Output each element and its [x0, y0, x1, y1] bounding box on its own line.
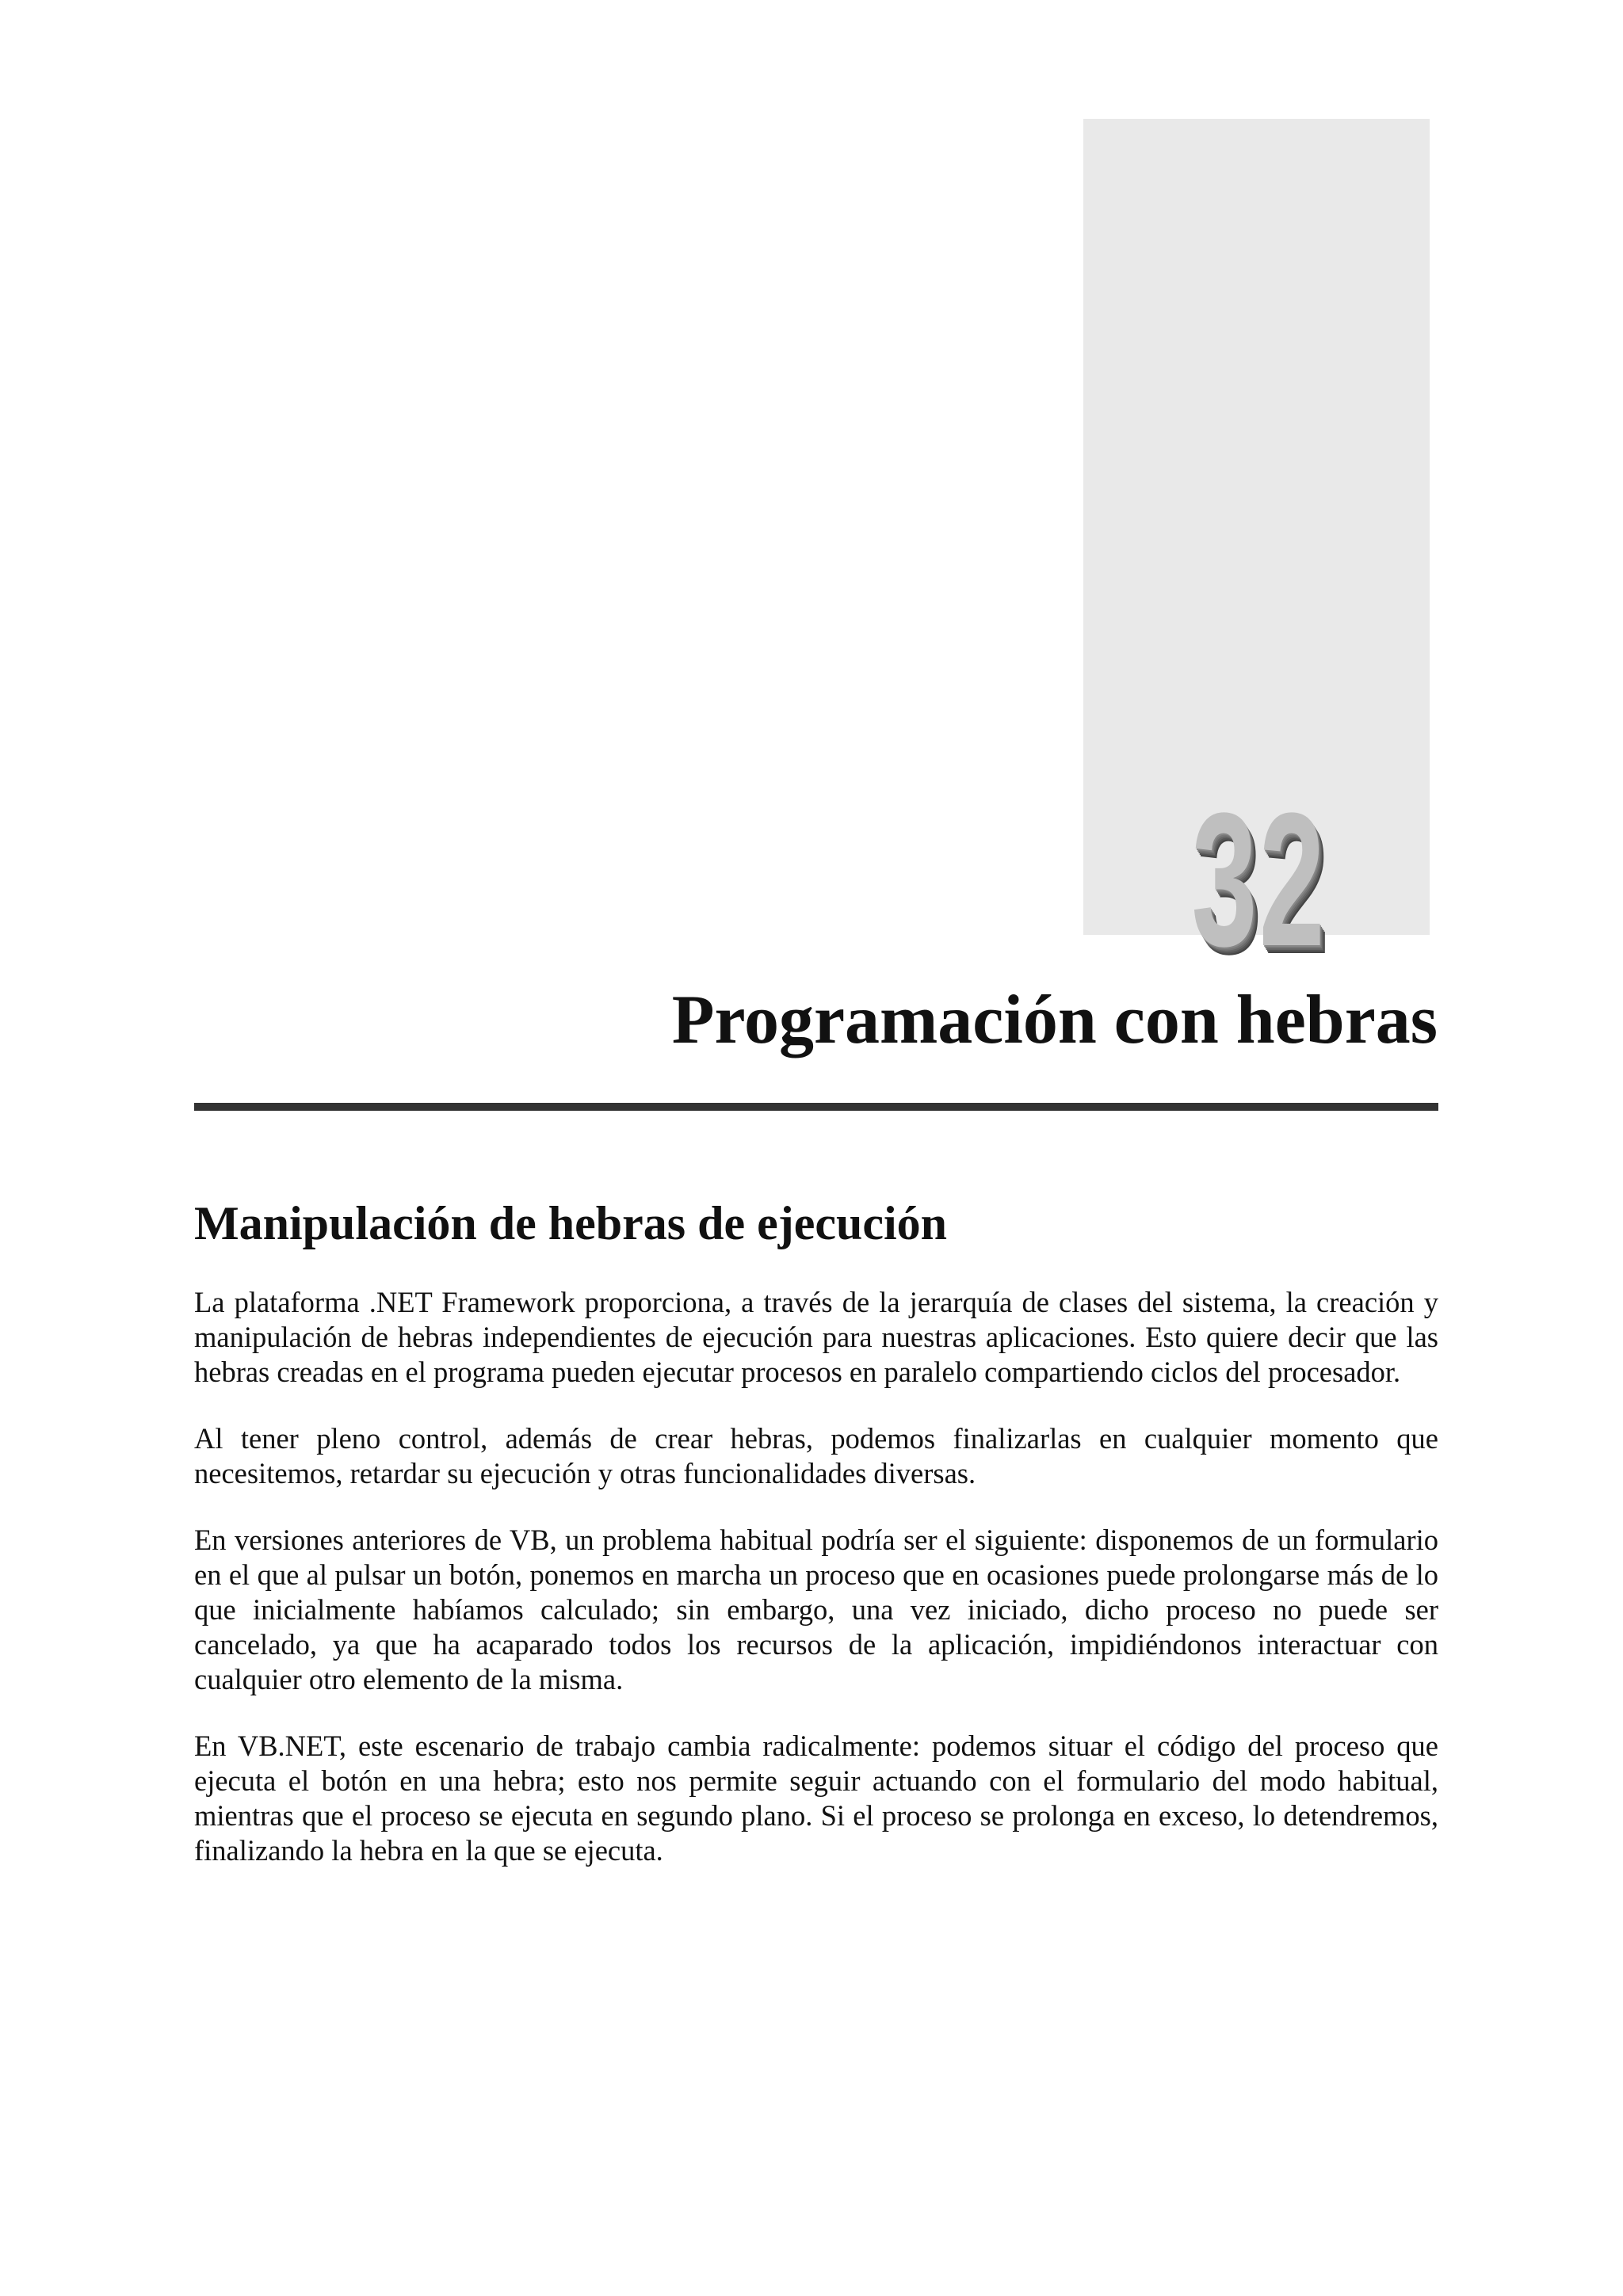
chapter-number: 32: [1191, 773, 1327, 986]
chapter-title: Programación con hebras: [671, 982, 1438, 1058]
paragraph-2: Al tener pleno control, además de crear hebras, podemos finalizarlas en cualquier momento que necesitemos, retardar su ejecución y otras funcionalidades diversas.: [194, 1422, 1438, 1489]
section-heading: Manipulación de hebras de ejecución: [194, 1197, 948, 1249]
paragraph-4: En VB.NET, este escenario de trabajo cambia radicalmente: podemos situar el código del proceso que ejecuta el botón en una hebra; esto nos permite seguir actuando con el formulario del modo habitual, mientras que el proceso se ejecuta en segundo plano. Si el proceso se prolonga en exceso, lo detendremos, finalizando la hebra en la que se ejecuta.: [194, 1730, 1438, 1867]
chapter-number-panel: [1083, 119, 1430, 986]
body-text: [194, 1285, 1438, 1900]
title-divider: [194, 1103, 1438, 1111]
paragraph-1: La plataforma .NET Framework proporciona, a través de la jerarquía de clases del sistema, la creación y manipulación de hebras independientes de ejecución para nuestras aplicaciones. Esto quiere decir que las hebras creadas en el programa pueden ejecutar procesos en paralelo compartiendo ciclos del procesador.: [194, 1286, 1438, 1388]
paragraph-3: En versiones anteriores de VB, un problema habitual podría ser el siguiente: disponemos de un formulario en el que al pulsar un botón, ponemos en marcha un proceso que en ocasiones puede prolongarse más de lo que inicialmente habíamos calculado; sin embargo, una vez iniciado, dicho proceso no puede ser cancelado, ya que ha acaparado todos los recursos de la aplicación, impidiéndonos interactuar con cualquier otro elemento de la misma.: [194, 1524, 1438, 1695]
